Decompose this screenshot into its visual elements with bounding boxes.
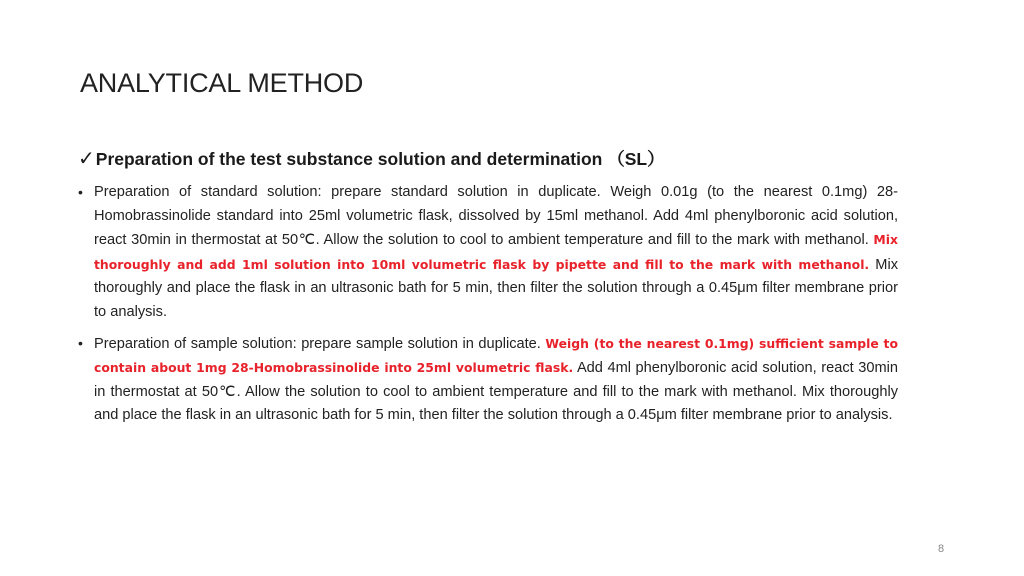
slide-title: ANALYTICAL METHOD [80,68,364,98]
bullet-sample-solution [78,332,898,428]
bullet-text: Add 4ml phenylboronic acid solution, react 30min in thermostat at 50℃. Allow the solution to cool to ambient temperature and fill to the mark with methanol. Mix thoroughly and place the flask in an ultrasonic bath for 5 min, then filter the solution through a 0.45μm filter membrane prior to analysis. [94,360,898,424]
bullet-dot-icon: • [78,184,83,200]
highlighted-text: Weigh (to the nearest 0.1mg) sufficient sample to contain about 1mg 28-Homobrassinolide into 25ml volumetric flask. [94,335,898,376]
highlighted-text: Mix thoroughly and add 1ml solution into 10ml volumetric flask by pipette and fill to the mark with methanol. [94,232,898,272]
bullet-list [78,181,898,435]
section-subheading [78,146,665,171]
bullet-standard-solution [78,181,898,325]
subheading-text: Preparation of the test substance solution and determination （SL） [95,149,665,169]
bullet-dot-icon: • [78,334,83,351]
page-number: 8 [938,543,945,555]
bullet-text: Preparation of standard solution: prepare standard solution in duplicate. Weigh 0.01g (to the nearest 0.1mg) 28-Homobrassinolide standard into 25ml volumetric flask, dissolved by 15ml methanol. Add 4ml phenylboronic acid solution, react 30min in thermostat at 50℃. Allow the solution to cool to ambient temperature and fill to the mark with methanol. [94,184,898,249]
checkmark-icon: ✓ [78,148,95,170]
bullet-text: Preparation of sample solution: prepare sample solution in duplicate. [94,335,546,352]
bullet-text: Mix thoroughly and place the flask in an ultrasonic bath for 5 min, then filter the solution through a 0.45μm filter membrane prior to analysis. [94,256,898,320]
